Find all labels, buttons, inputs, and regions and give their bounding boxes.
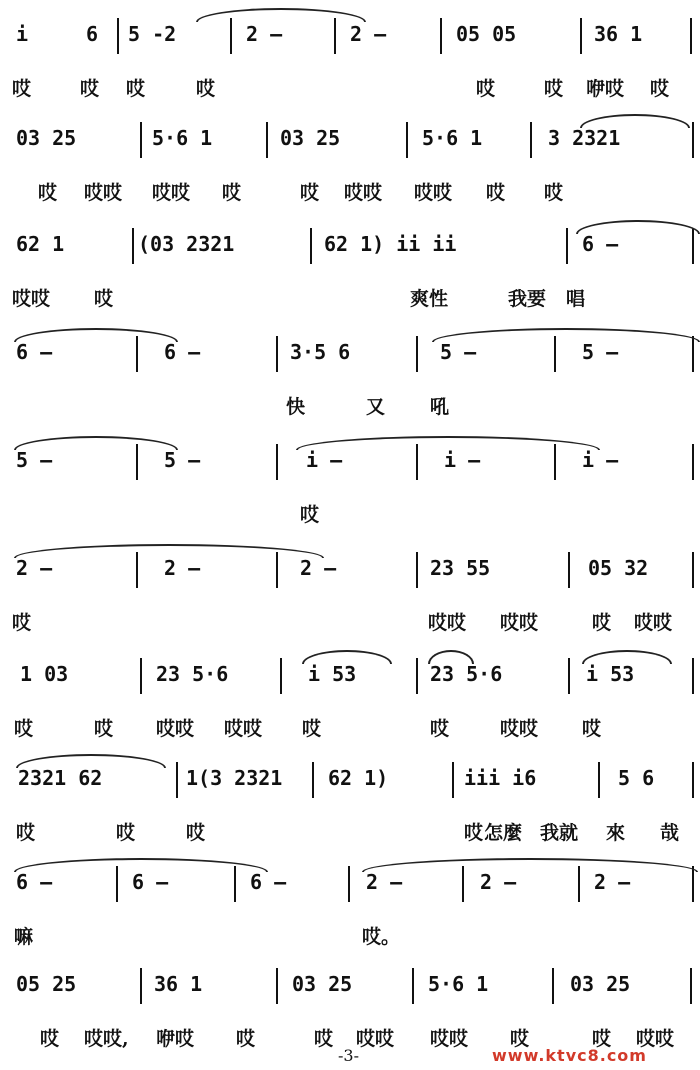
lyric: 哎哎 — [430, 1028, 469, 1050]
lyric: 哎哎 — [356, 1028, 395, 1050]
lyric: 我要 — [508, 288, 547, 310]
barline — [348, 866, 350, 902]
barline — [452, 762, 454, 798]
lyric: 哎 — [126, 78, 146, 100]
slur — [14, 544, 324, 558]
notation-row — [0, 232, 700, 260]
notation-row — [0, 22, 700, 50]
lyrics-row — [0, 284, 700, 312]
score-system — [0, 0, 700, 110]
notation-row — [0, 126, 700, 154]
barline — [406, 122, 408, 158]
barline — [566, 228, 568, 264]
measure: 5 — — [440, 340, 477, 364]
lyric: 哎 — [12, 612, 32, 634]
lyric: 哎 — [314, 1028, 334, 1050]
score-system — [0, 426, 700, 536]
lyric: 哎 — [544, 78, 564, 100]
measure: 3·5 6 — [290, 340, 351, 364]
slur — [576, 220, 700, 234]
lyric: 哎 — [80, 78, 100, 100]
measure: 2 — — [16, 556, 53, 580]
lyric: 哉 — [660, 822, 680, 844]
measure: 3 2321 — [548, 126, 621, 150]
measure: 5 — — [16, 448, 53, 472]
barline — [416, 658, 418, 694]
measure: 5 — — [582, 340, 619, 364]
lyrics-row — [0, 608, 700, 636]
measure: 6 — [86, 22, 99, 46]
measure: i — — [306, 448, 343, 472]
lyric: 哎 — [14, 718, 34, 740]
measure: 03 25 — [16, 126, 77, 150]
measure: 1 03 — [20, 662, 69, 686]
lyric: 哎 — [94, 718, 114, 740]
lyric: 哎 — [236, 1028, 256, 1050]
measure: 6 — — [16, 340, 53, 364]
measure: iii i6 — [464, 766, 537, 790]
measure: (03 2321 — [138, 232, 235, 256]
lyric: 哎 — [476, 78, 496, 100]
lyric: 爽性 — [410, 288, 449, 310]
measure: 05 05 — [456, 22, 517, 46]
slur — [302, 650, 392, 664]
measure: 6 — — [250, 870, 287, 894]
barline — [692, 552, 694, 588]
lyric: 哎 — [16, 822, 36, 844]
measure: 6 — — [16, 870, 53, 894]
measure: 62 1) ii ii — [324, 232, 457, 256]
lyric: 哎哎 — [344, 182, 383, 204]
measure: 2321 62 — [18, 766, 103, 790]
measure: 36 1 — [154, 972, 203, 996]
lyrics-row — [0, 922, 700, 950]
barline — [276, 336, 278, 372]
barline — [552, 968, 554, 1004]
barline — [580, 18, 582, 54]
lyrics-row — [0, 714, 700, 742]
lyric: 怎麼 — [484, 822, 523, 844]
score-system — [0, 318, 700, 428]
barline — [176, 762, 178, 798]
lyric: 哎 — [12, 78, 32, 100]
measure: 36 1 — [594, 22, 643, 46]
lyric: 哎哎, — [84, 1028, 129, 1050]
measure: 6 — — [582, 232, 619, 256]
lyric: 又 — [366, 396, 386, 418]
barline — [266, 122, 268, 158]
measure: i — — [444, 448, 481, 472]
lyric: 哎 — [196, 78, 216, 100]
page-number: -3- — [338, 1046, 359, 1065]
lyric: 哎哎 — [428, 612, 467, 634]
lyric: 哎 — [300, 182, 320, 204]
measure: i — [16, 22, 29, 46]
lyric: 哎 — [302, 718, 322, 740]
measure: 5·6 1 — [428, 972, 489, 996]
barline — [276, 968, 278, 1004]
lyric: 哎哎 — [156, 718, 195, 740]
barline — [416, 336, 418, 372]
measure: 05 32 — [588, 556, 649, 580]
measure: 6 — — [164, 340, 201, 364]
barline — [568, 552, 570, 588]
score-system — [0, 210, 700, 320]
lyric: 哎 — [510, 1028, 530, 1050]
barline — [598, 762, 600, 798]
measure: 62 1 — [16, 232, 65, 256]
lyric: 哎哎 — [12, 288, 51, 310]
measure: 6 — — [132, 870, 169, 894]
barline — [132, 228, 134, 264]
slur — [428, 650, 474, 664]
measure: 05 25 — [16, 972, 77, 996]
lyric: 哎 — [186, 822, 206, 844]
measure: i 53 — [586, 662, 635, 686]
lyric: 哎哎 — [636, 1028, 675, 1050]
lyric: 哎哎 — [414, 182, 453, 204]
lyrics-row — [0, 392, 700, 420]
lyric: 哎 — [464, 822, 484, 844]
barline — [692, 658, 694, 694]
slur — [16, 754, 166, 768]
slur — [432, 328, 700, 342]
lyric: 哎 — [222, 182, 242, 204]
barline — [140, 658, 142, 694]
slur — [580, 114, 690, 128]
lyric: 哎 — [486, 182, 506, 204]
measure: 03 25 — [292, 972, 353, 996]
measure: 23 5·6 — [156, 662, 229, 686]
lyric: 哎 — [116, 822, 136, 844]
barline — [140, 122, 142, 158]
measure: 03 25 — [280, 126, 341, 150]
score-system — [0, 848, 700, 958]
measure: i — — [582, 448, 619, 472]
measure: 2 — — [164, 556, 201, 580]
measure: 2 — — [480, 870, 517, 894]
site-watermark: www.ktvc8.com — [492, 1046, 647, 1065]
notation-row — [0, 766, 700, 794]
barline — [230, 18, 232, 54]
barline — [692, 444, 694, 480]
lyric: 哎 — [592, 1028, 612, 1050]
barline — [310, 228, 312, 264]
lyrics-row — [0, 74, 700, 102]
barline — [690, 18, 692, 54]
notation-row — [0, 870, 700, 898]
lyric: 哎 — [650, 78, 670, 100]
notation-row — [0, 448, 700, 476]
lyric: 哎 — [94, 288, 114, 310]
barline — [440, 18, 442, 54]
barline — [276, 444, 278, 480]
score-system — [0, 744, 700, 854]
lyric: 咿哎 — [156, 1028, 195, 1050]
lyrics-row — [0, 500, 700, 528]
barline — [334, 18, 336, 54]
lyric: 哎 — [592, 612, 612, 634]
measure: i 53 — [308, 662, 357, 686]
lyrics-row — [0, 818, 700, 846]
score-system — [0, 104, 700, 214]
barline — [140, 968, 142, 1004]
lyric: 哎哎 — [84, 182, 123, 204]
lyrics-row — [0, 178, 700, 206]
barline — [692, 762, 694, 798]
barline — [692, 122, 694, 158]
measure: 5 6 — [618, 766, 655, 790]
score-system — [0, 534, 700, 644]
lyric: 哎哎 — [224, 718, 263, 740]
slur — [196, 8, 366, 22]
barline — [690, 968, 692, 1004]
measure: 03 25 — [570, 972, 631, 996]
lyric: 哎哎 — [500, 612, 539, 634]
lyric: 吼 — [430, 396, 450, 418]
measure: 5·6 1 — [422, 126, 483, 150]
notation-row — [0, 556, 700, 584]
lyric: 哎 — [300, 504, 320, 526]
measure: 1(3 2321 — [186, 766, 283, 790]
measure: 23 55 — [430, 556, 491, 580]
slur — [14, 436, 178, 450]
score-system — [0, 640, 700, 750]
lyric: 哎 — [544, 182, 564, 204]
slur — [14, 328, 178, 342]
lyric: 哎哎 — [152, 182, 191, 204]
barline — [530, 122, 532, 158]
measure: 5·6 1 — [152, 126, 213, 150]
lyric: 嘛 — [14, 926, 34, 948]
slur — [582, 650, 672, 664]
lyric: 快 — [286, 396, 306, 418]
measure: 2 — — [350, 22, 387, 46]
slur — [14, 858, 268, 872]
barline — [412, 968, 414, 1004]
slur — [296, 436, 600, 450]
measure: 5 -2 — [128, 22, 177, 46]
lyric: 哎哎 — [500, 718, 539, 740]
barline — [117, 18, 119, 54]
lyric: 哎 — [430, 718, 450, 740]
slur — [362, 858, 698, 872]
lyric: 哎 — [38, 182, 58, 204]
lyric: 哎哎 — [634, 612, 673, 634]
barline — [280, 658, 282, 694]
notation-row — [0, 340, 700, 368]
notation-row — [0, 662, 700, 690]
measure: 62 1) — [328, 766, 389, 790]
barline — [312, 762, 314, 798]
lyric: 哎。 — [362, 926, 401, 948]
measure: 23 5·6 — [430, 662, 503, 686]
barline — [568, 658, 570, 694]
notation-row — [0, 972, 700, 1000]
lyric: 哎 — [40, 1028, 60, 1050]
lyric: 唱 — [566, 288, 586, 310]
measure: 5 — — [164, 448, 201, 472]
barline — [416, 552, 418, 588]
lyric: 咿哎 — [586, 78, 625, 100]
lyric: 來 — [606, 822, 626, 844]
page-footer — [0, 1044, 700, 1070]
measure: 2 — — [366, 870, 403, 894]
lyric: 哎 — [582, 718, 602, 740]
lyric: 我就 — [540, 822, 579, 844]
measure: 2 — — [300, 556, 337, 580]
measure: 2 — — [246, 22, 283, 46]
measure: 2 — — [594, 870, 631, 894]
